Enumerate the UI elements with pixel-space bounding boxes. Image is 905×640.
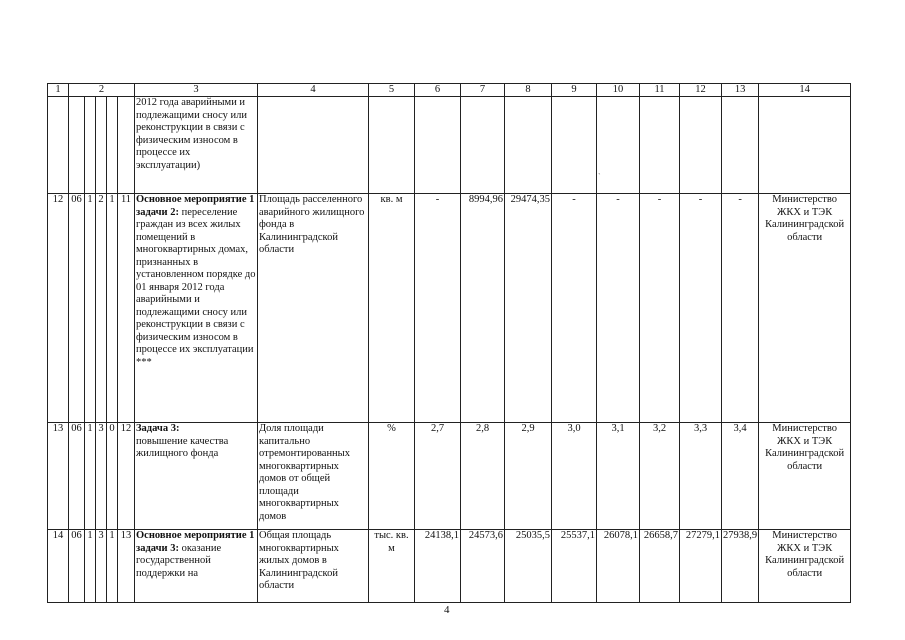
task-title: Задача 3:: [136, 423, 180, 434]
unit-cell: тыс. кв. м: [369, 530, 415, 603]
header-cell: 14: [759, 84, 851, 97]
value-cell: -: [722, 194, 759, 423]
code-cell: 3: [96, 423, 107, 530]
value-cell: 2,9: [505, 423, 552, 530]
code-cell: 06: [69, 423, 85, 530]
value-cell: -: [597, 194, 640, 423]
value-cell: 8994,96: [461, 194, 505, 423]
task-description: [135, 530, 258, 603]
value-cell: 2,8: [461, 423, 505, 530]
code-cell: 3: [96, 530, 107, 603]
indicator-cell: Доля площади капитально отремонтированных многоквартирных домов от общей площади многоквартирных домов: [258, 423, 369, 530]
value-cell: 3,1: [597, 423, 640, 530]
header-cell: 1: [48, 84, 69, 97]
task-title: Основное мероприятие 1 задачи 3:: [136, 530, 255, 554]
code-cell: 0: [107, 423, 118, 530]
task-description: 2012 года аварийными и подлежащими сносу или реконструкции в связи с физическим износом в процессе их эксплуатации): [135, 97, 258, 194]
responsible-cell: Министерство ЖКХ и ТЭК Калининградской области: [759, 530, 851, 603]
value-cell: 3,2: [640, 423, 680, 530]
value-cell: 27279,1: [680, 530, 722, 603]
value-cell: 26658,7: [640, 530, 680, 603]
code-cell: 1: [85, 530, 96, 603]
header-cell: 4: [258, 84, 369, 97]
row-number: 13: [48, 423, 69, 530]
code-cell: 06: [69, 530, 85, 603]
value-cell: 2,7: [415, 423, 461, 530]
value-cell: -: [640, 194, 680, 423]
responsible-cell: Министерство ЖКХ и ТЭК Калининградской области: [759, 194, 851, 423]
header-cell: 5: [369, 84, 415, 97]
code-cell: 1: [85, 423, 96, 530]
header-cell: 12: [680, 84, 722, 97]
row-number: 12: [48, 194, 69, 423]
indicator-cell: Площадь расселенного аварийного жилищного фонда в Калининградской области: [258, 194, 369, 423]
header-cell: 11: [640, 84, 680, 97]
indicators-table: [47, 83, 851, 603]
unit-cell: кв. м: [369, 194, 415, 423]
value-cell: 3,4: [722, 423, 759, 530]
task-text: оказание государственной поддержки на: [136, 542, 222, 579]
table-row: [48, 97, 851, 194]
task-description: [135, 423, 258, 530]
header-cell: 3: [135, 84, 258, 97]
value-cell: 26078,1: [597, 530, 640, 603]
header-cell: 6: [415, 84, 461, 97]
row-number: 14: [48, 530, 69, 603]
header-cell: 13: [722, 84, 759, 97]
task-text: повышение качества жилищного фонда: [136, 435, 229, 459]
value-cell: 25537,1: [552, 530, 597, 603]
value-cell: 3,3: [680, 423, 722, 530]
code-cell: 13: [118, 530, 135, 603]
stray-mark: `: [598, 172, 601, 181]
header-cell: 8: [505, 84, 552, 97]
indicator-cell: Общая площадь многоквартирных жилых домов в Калининградской области: [258, 530, 369, 603]
header-cell: 7: [461, 84, 505, 97]
task-description: [135, 194, 258, 423]
header-cell: 10: [597, 84, 640, 97]
value-cell: -: [680, 194, 722, 423]
responsible-cell: Министерство ЖКХ и ТЭК Калининградской области: [759, 423, 851, 530]
page-number: 4: [444, 604, 450, 616]
value-cell: 29474,35: [505, 194, 552, 423]
code-cell: 2: [96, 194, 107, 423]
value-cell: 27938,9: [722, 530, 759, 603]
code-cell: 06: [69, 194, 85, 423]
code-cell: 1: [107, 194, 118, 423]
code-cell: 1: [85, 194, 96, 423]
table-row: [48, 194, 851, 423]
header-cell: 9: [552, 84, 597, 97]
task-title: Основное мероприятие 1 задачи 2:: [136, 194, 255, 218]
code-cell: 12: [118, 423, 135, 530]
header-row: [48, 84, 851, 97]
code-cell: 1: [107, 530, 118, 603]
code-cell: 11: [118, 194, 135, 423]
value-cell: 3,0: [552, 423, 597, 530]
header-cell: 2: [69, 84, 135, 97]
value-cell: 24138,1: [415, 530, 461, 603]
value-cell: 24573,6: [461, 530, 505, 603]
table-row: [48, 423, 851, 530]
value-cell: -: [552, 194, 597, 423]
value-cell: 25035,5: [505, 530, 552, 603]
value-cell: -: [415, 194, 461, 423]
unit-cell: %: [369, 423, 415, 530]
task-text: переселение граждан из всех жилых помещений в многоквартирных домах, признанных в установленном порядке до 01 января 2012 года аварийными и подлежащими сносу или реконструкции в связи с физическим износом в процессе их эксплуатации ***: [136, 206, 256, 368]
table-row: [48, 530, 851, 603]
